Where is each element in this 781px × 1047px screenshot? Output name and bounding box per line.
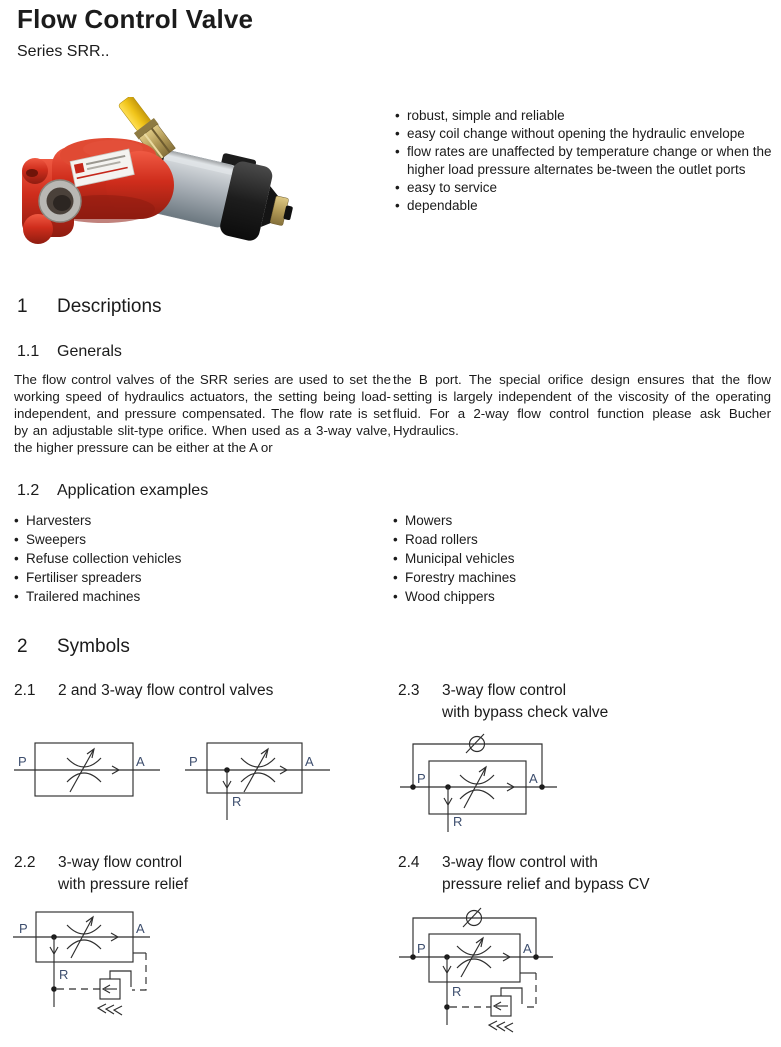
application-item: • Municipal vehicles — [393, 549, 763, 568]
generals-text-left: The flow control valves of the SRR series are used to set the working speed of hydraulics actuators, the setting being load-independent, and pressure compensated. The flow rate is set by an adjustable slit-type orifice. When used as a 3-way valve, the higher pressure can be either at the A or — [14, 372, 391, 455]
section-applications-heading — [17, 482, 208, 500]
application-item: • Mowers — [393, 511, 763, 530]
section-number: 1.1 — [17, 343, 40, 360]
application-item: • Refuse collection vehicles — [14, 549, 384, 568]
generals-text-right: the B port. The special orifice design ensures that the flow setting is largely independent of the viscosity of the operating fluid. For a 2-way flow control function please ask Bucher Hydraulics. — [393, 372, 771, 438]
section-number: 2.1 — [14, 682, 36, 699]
application-item: • Fertiliser spreaders — [14, 568, 384, 587]
diagram-3way-relief-bypass-cv — [395, 903, 570, 1045]
section-descriptions-heading — [17, 296, 162, 318]
section-number: 1 — [17, 296, 28, 317]
port-label-r: R — [452, 984, 462, 999]
section-title: 3-way flow control with pressure relief — [58, 854, 189, 893]
application-item: • Trailered machines — [14, 587, 384, 606]
section-title: 2 and 3-way flow control valves — [58, 682, 274, 699]
feature-item: • easy coil change without opening the hydraulic envelope — [395, 125, 773, 143]
section-number: 2.2 — [14, 854, 36, 871]
series-subtitle: Series SRR.. — [17, 43, 110, 60]
section-title: 3-way flow control with pressure relief and bypass CV — [442, 854, 650, 893]
port-label-a: A — [136, 754, 145, 769]
section-number: 2 — [17, 636, 28, 657]
section-number: 2.3 — [398, 682, 420, 699]
symbol-2-2-heading — [14, 852, 188, 896]
port-label-r: R — [232, 794, 242, 809]
application-item: • Wood chippers — [393, 587, 763, 606]
product-photo — [8, 97, 294, 279]
diagram-2way-flow-control — [12, 736, 172, 836]
section-number: 1.2 — [17, 482, 40, 499]
applications-list-right — [393, 511, 763, 606]
diagram-3way-pressure-relief — [10, 905, 170, 1045]
section-generals-heading — [17, 343, 122, 361]
feature-item: • robust, simple and reliable — [395, 107, 773, 125]
port-label-p: P — [189, 754, 198, 769]
port-label-p: P — [19, 921, 28, 936]
section-symbols-heading — [17, 636, 130, 658]
port-label-a: A — [136, 921, 145, 936]
symbol-2-4-heading — [398, 852, 650, 896]
symbol-2-1-heading — [14, 680, 273, 702]
port-label-a: A — [529, 771, 538, 786]
application-item: • Sweepers — [14, 530, 384, 549]
application-item: • Forestry machines — [393, 568, 763, 587]
section-title: Descriptions — [57, 296, 162, 317]
application-item: • Road rollers — [393, 530, 763, 549]
section-title: Generals — [57, 343, 122, 360]
feature-item: • flow rates are unaffected by temperature change or when the higher load pressure alternates be-tween the outlet ports — [395, 143, 773, 179]
port-label-p: P — [18, 754, 27, 769]
feature-item: • easy to service — [395, 179, 773, 197]
diagram-3way-bypass-check — [395, 726, 570, 848]
section-title: Symbols — [57, 636, 130, 657]
port-label-r: R — [59, 967, 69, 982]
port-label-p: P — [417, 771, 426, 786]
port-label-a: A — [523, 941, 532, 956]
applications-list-left — [14, 511, 384, 606]
port-label-a: A — [305, 754, 314, 769]
symbol-2-3-heading — [398, 680, 608, 724]
section-title: 3-way flow control with bypass check valve — [442, 682, 609, 721]
page-title: Flow Control Valve — [17, 4, 254, 34]
application-item: • Harvesters — [14, 511, 384, 530]
feature-item: • dependable — [395, 197, 773, 215]
section-title: Application examples — [57, 482, 209, 499]
port-label-r: R — [453, 814, 463, 829]
port-label-p: P — [417, 941, 426, 956]
valve-body — [22, 138, 174, 244]
feature-list — [395, 107, 773, 215]
diagram-3way-flow-control — [183, 736, 338, 836]
section-number: 2.4 — [398, 854, 420, 871]
valve-illustration — [8, 97, 294, 279]
